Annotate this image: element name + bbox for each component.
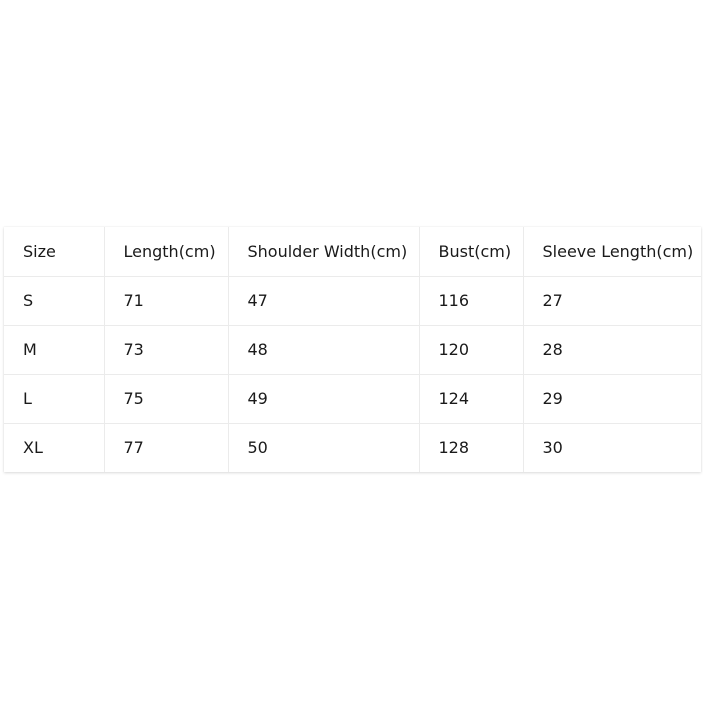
size-chart-table <box>4 227 701 472</box>
cell-bust: 124 <box>419 374 523 423</box>
table-row <box>4 276 701 325</box>
cell-sleeve-length: 29 <box>523 374 701 423</box>
cell-sleeve-length: 30 <box>542 438 563 458</box>
cell-length: 73 <box>104 325 228 374</box>
cell-shoulder-width: 50 <box>228 423 419 472</box>
table-row <box>4 423 701 472</box>
cell-bust: 128 <box>419 423 523 472</box>
cell-size: S <box>4 276 104 325</box>
cell-shoulder-width: 49 <box>228 374 419 423</box>
table-row <box>4 325 701 374</box>
cell-bust: 120 <box>419 325 523 374</box>
cell-length: 75 <box>104 374 228 423</box>
header-shoulder-width: Shoulder Width(cm) <box>228 227 419 276</box>
cell-shoulder-width: 47 <box>228 276 419 325</box>
cell-shoulder-width: 48 <box>228 325 419 374</box>
header-sleeve-length: Sleeve Length(cm) <box>523 227 701 276</box>
cell-length: 77 <box>104 423 228 472</box>
header-bust: Bust(cm) <box>419 227 523 276</box>
cell-bust: 116 <box>419 276 523 325</box>
cell-length: 71 <box>104 276 228 325</box>
size-chart-card <box>4 227 701 472</box>
header-row <box>4 227 701 276</box>
cell-sleeve-length: 27 <box>523 276 701 325</box>
table-row <box>4 374 701 423</box>
cell-size: XL <box>4 423 104 472</box>
cell-sleeve-length: 28 <box>523 325 701 374</box>
header-length: Length(cm) <box>104 227 228 276</box>
cell-size: M <box>4 325 104 374</box>
cell-size: L <box>4 374 104 423</box>
header-size: Size <box>4 227 104 276</box>
